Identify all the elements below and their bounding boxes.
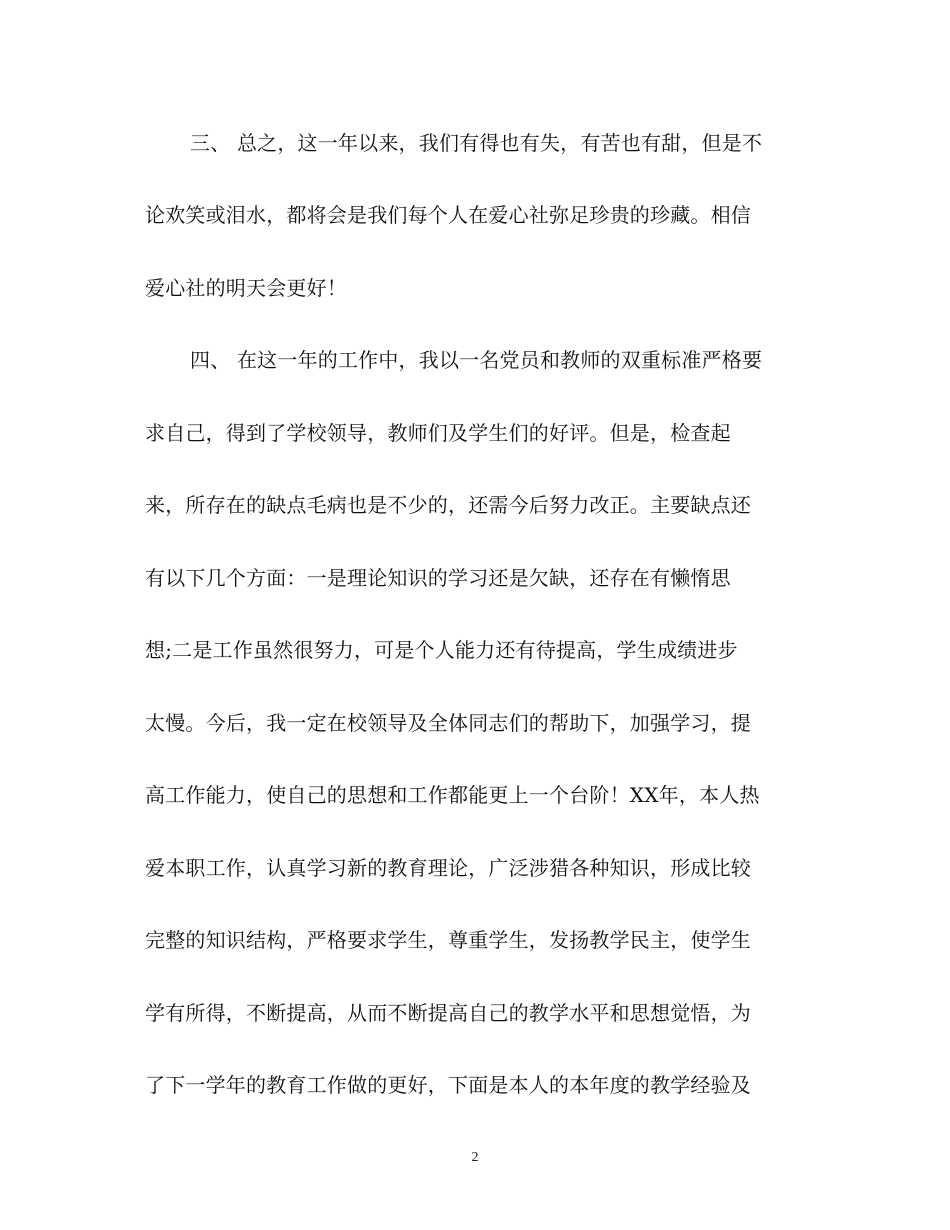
paragraph-2-line-11: 了下一学年的教育工作做的更好，下面是本人的本年度的教学经验及 bbox=[145, 1073, 751, 1097]
paragraph-2-line-5: 想;二是工作虽然很努力，可是个人能力还有待提高，学生成绩进步 bbox=[145, 638, 738, 662]
paragraph-2-line-2: 求自己，得到了学校领导，教师们及学生们的好评。但是，检查起 bbox=[145, 421, 731, 445]
paragraph-2-line-1: 四、 在这一年的工作中，我以一名党员和教师的双重标准严格要 bbox=[190, 348, 763, 372]
paragraph-1-line-1: 三、 总之，这一年以来，我们有得也有失，有苦也有甜，但是不 bbox=[190, 131, 763, 155]
paragraph-2-line-7: 高工作能力，使自己的思想和工作都能更上一个台阶！XX年，本人热 bbox=[145, 783, 760, 807]
paragraph-1-line-3: 爱心社的明天会更好！ bbox=[145, 276, 347, 300]
page-number: 2 bbox=[471, 1150, 479, 1165]
paragraph-2-line-3: 来，所存在的缺点毛病也是不少的，还需今后努力改正。主要缺点还 bbox=[145, 493, 751, 517]
paragraph-2-line-8: 爱本职工作，认真学习新的教育理论，广泛涉猎各种知识，形成比较 bbox=[145, 856, 751, 880]
paragraph-2-line-6: 太慢。今后，我一定在校领导及全体同志们的帮助下，加强学习，提 bbox=[145, 711, 751, 735]
paragraph-1-line-2: 论欢笑或泪水，都将会是我们每个人在爱心社弥足珍贵的珍藏。相信 bbox=[145, 203, 751, 227]
paragraph-2-line-4: 有以下几个方面：一是理论知识的学习还是欠缺，还存在有懒惰思 bbox=[145, 566, 731, 590]
paragraph-2-line-10: 学有所得，不断提高，从而不断提高自己的教学水平和思想觉悟，为 bbox=[145, 1001, 751, 1025]
paragraph-2-line-9: 完整的知识结构，严格要求学生，尊重学生，发扬教学民主，使学生 bbox=[145, 928, 751, 952]
